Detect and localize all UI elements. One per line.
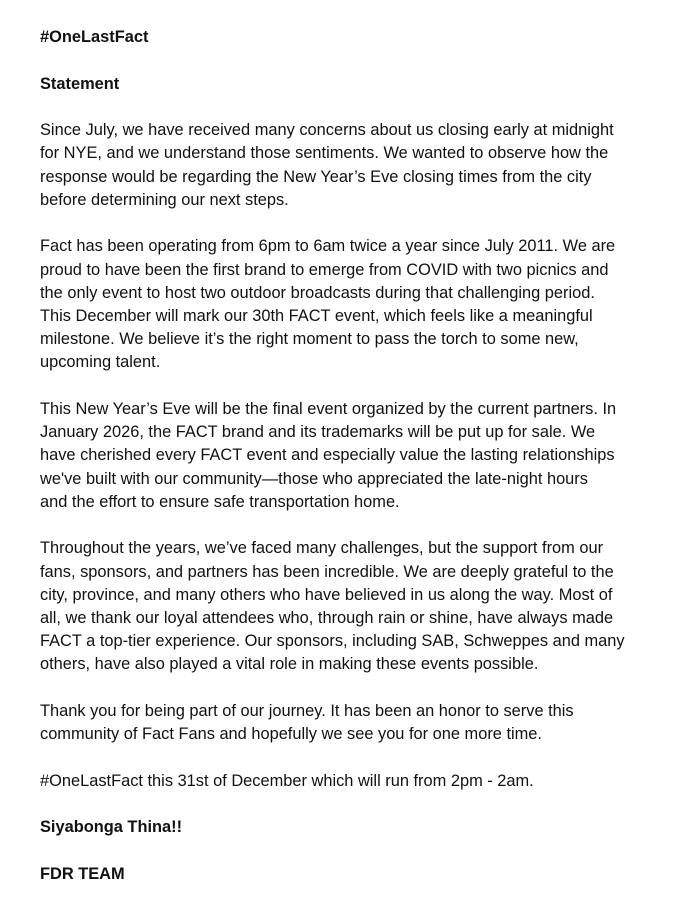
team-signature: FDR TEAM [40,865,125,883]
hashtag-title: #OneLastFact [40,28,149,46]
paragraph-gratitude: Throughout the years, we’ve faced many challenges, but the support from our fans, sponsors, and partners has been incredible. We are deeply grateful to the city, province, and many others who have believed in us along the way. Most of all, we thank our loyal attendees who, through rain or shine, have always made FACT a top-tier experience. Our sponsors, including SAB, Schweppes and many others, have also played a vital role in making these events possible. [40,539,625,674]
spacer [40,375,670,398]
spacer [40,677,670,700]
sign-off: Siyabonga Thina!! [40,818,183,837]
paragraph-event-date: #OneLastFact this 31st of December which will run from 2pm - 2am. [40,771,534,790]
spacer [40,746,670,769]
spacer [40,212,670,235]
spacer [40,514,670,537]
paragraph-thank-you: Thank you for being part of our journey. It has been an honor to serve this community of Fact Fans and hopefully we see you for one more time. [40,702,574,744]
statement-heading: Statement [40,74,120,93]
statement-document [40,26,670,886]
paragraph-concerns: Since July, we have received many concerns about us closing early at midnight for NYE, and we understand those sentiments. We wanted to observe how the response would be regarding the New Year’s Eve closing times from the city before determining our next steps. [40,121,614,209]
paragraph-history: Fact has been operating from 6pm to 6am twice a year since July 2011. We are proud to have been the first brand to emerge from COVID with two picnics and the only event to host two outdoor broadcasts during that challenging period. This December will mark our 30th FACT event, which feels like a meaningful milestone. We believe it’s the right moment to pass the torch to some new, upcoming talent. [40,237,616,372]
paragraph-final-event: This New Year’s Eve will be the final event organized by the current partners. In January 2026, the FACT brand and its trademarks will be put up for sale. We have cherished every FACT event and especially value the lasting relationships we've built with our community—those who appreciated the late-night hours and the effort to ensure safe transportation home. [40,400,617,511]
spacer [40,49,670,72]
spacer [40,793,670,816]
spacer [40,840,670,863]
spacer [40,96,670,119]
